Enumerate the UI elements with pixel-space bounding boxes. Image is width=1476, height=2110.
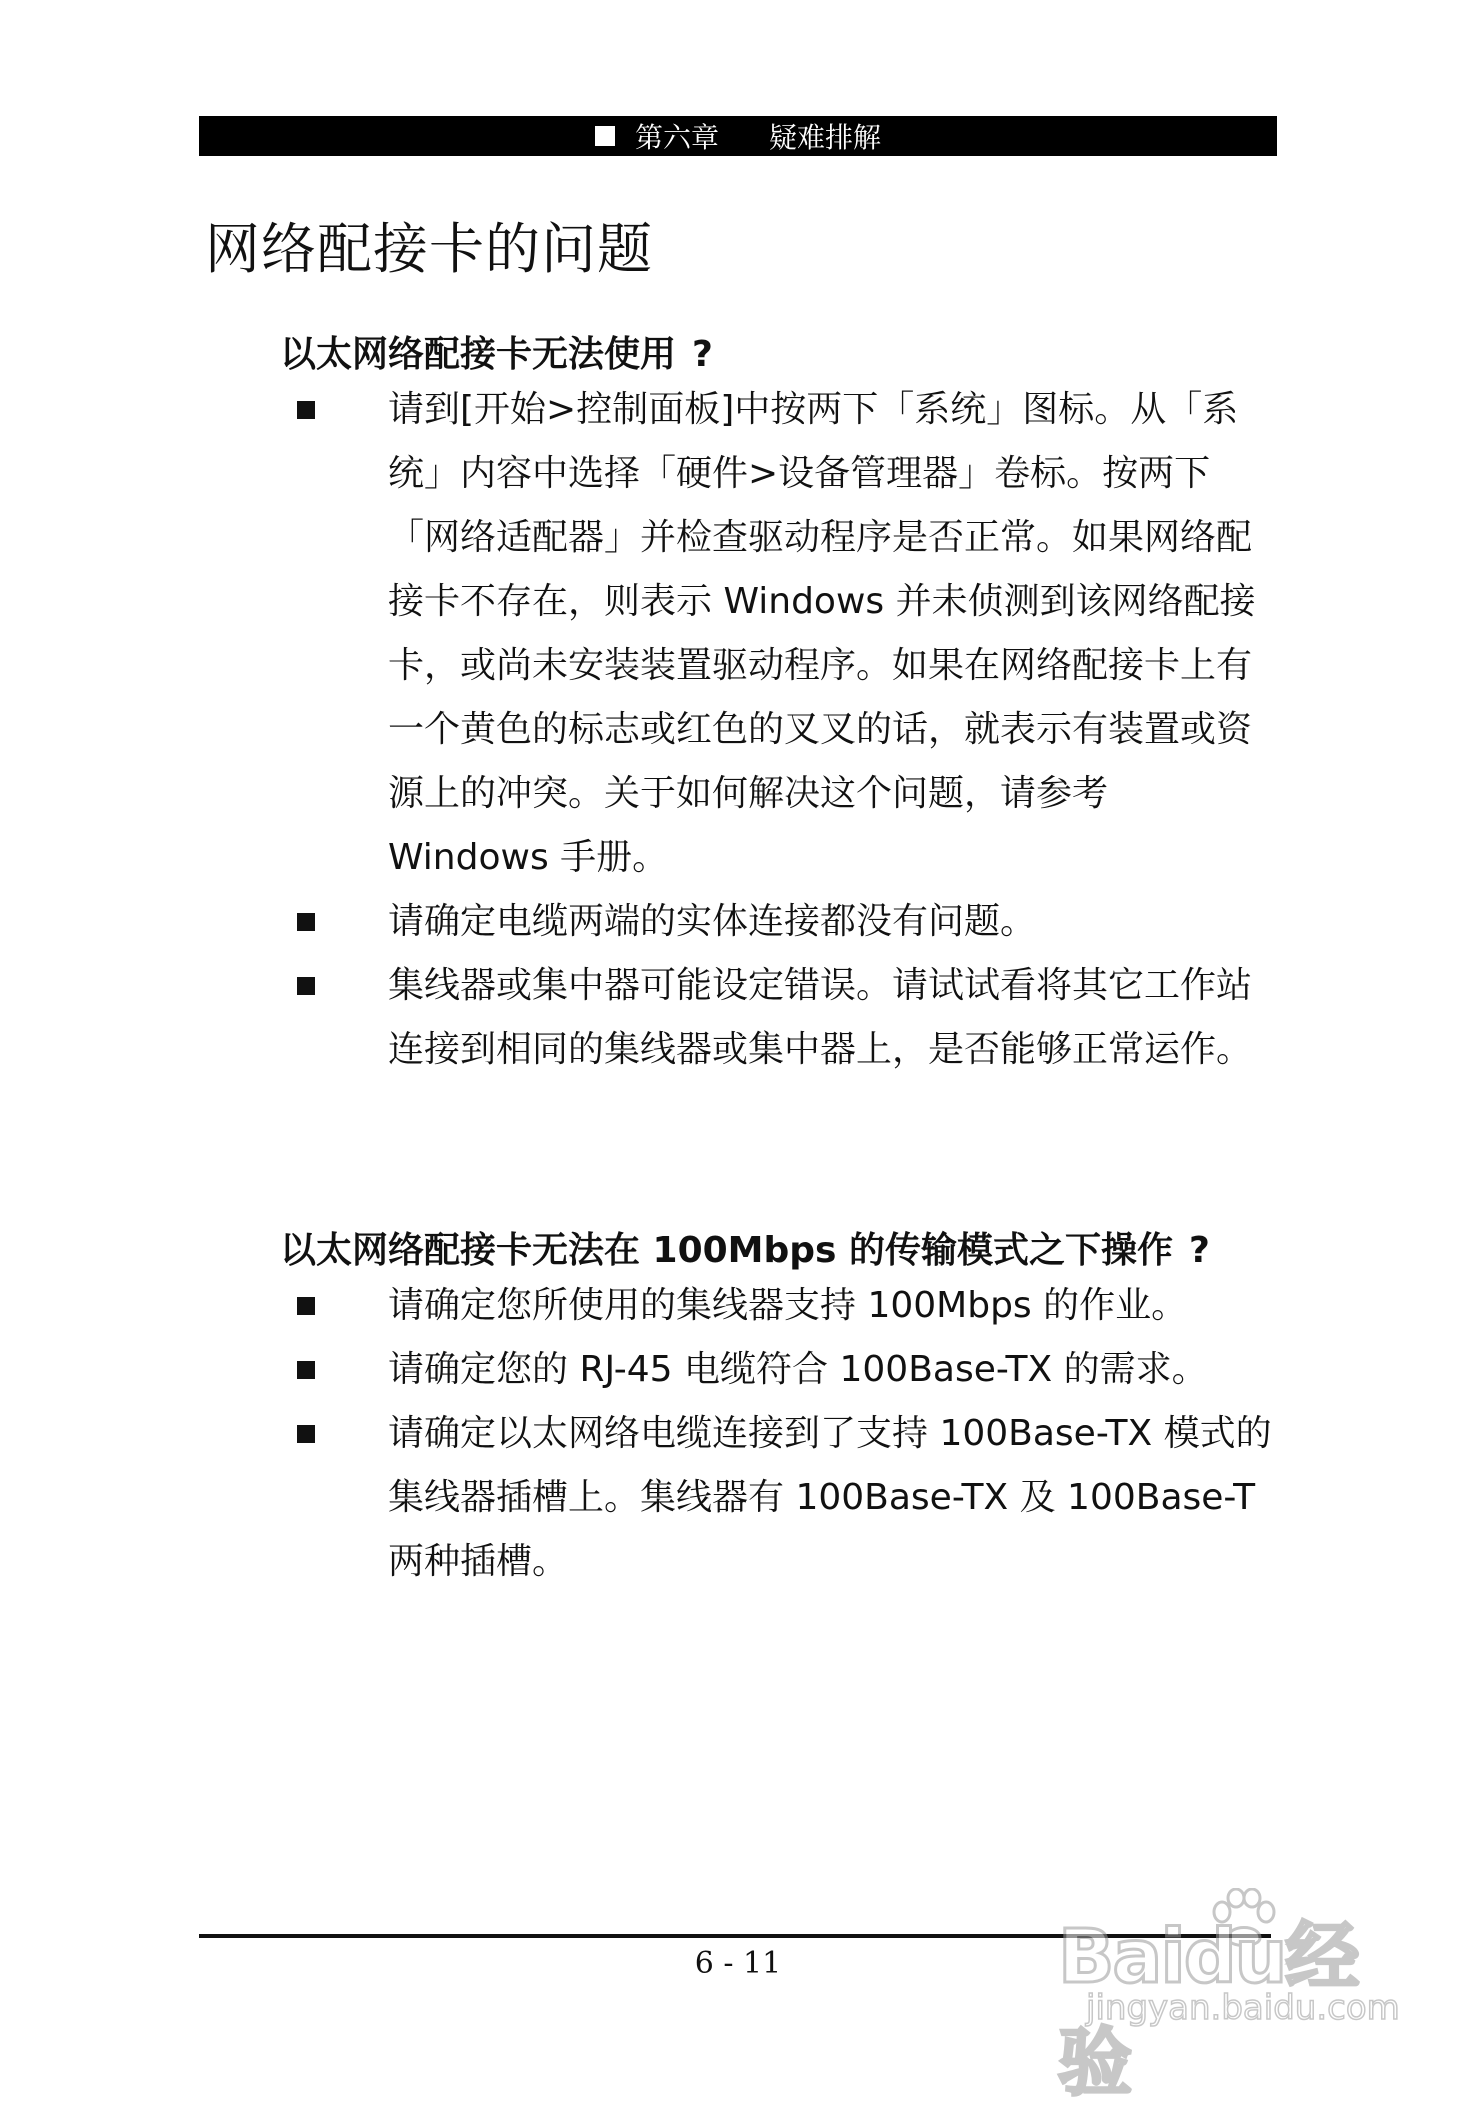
list-item — [293, 1274, 1277, 1338]
section-heading-text: 以太网络配接卡无法在 100Mbps 的传输模式之下操作 — [280, 1230, 1174, 1271]
list-item — [293, 890, 1277, 954]
bullet-list-2 — [293, 1274, 1277, 1594]
baidu-watermark — [1040, 1888, 1400, 2106]
chapter-title: 疑难排解 — [769, 121, 882, 154]
bullet-text: 请确定您的 RJ-45 电缆符合 100Base-TX 的需求。 — [388, 1349, 1208, 1390]
square-bullet-icon — [297, 401, 315, 419]
bullet-text: 请确定电缆两端的实体连接都没有问题。 — [388, 901, 1037, 942]
page-title: 网络配接卡的问题 — [205, 217, 654, 281]
page-number: 6 - 11 — [694, 1946, 782, 1981]
square-icon — [595, 126, 615, 146]
watermark-logo: Baidu经验 — [1058, 1914, 1358, 2106]
question-mark: ? — [1189, 1230, 1210, 1271]
square-bullet-icon — [297, 977, 315, 995]
square-bullet-icon — [297, 1361, 315, 1379]
list-item — [293, 1402, 1277, 1594]
bullet-text: 请确定您所使用的集线器支持 100Mbps 的作业。 — [388, 1285, 1188, 1326]
section-heading-text: 以太网络配接卡无法使用 — [280, 334, 677, 375]
list-item — [293, 378, 1277, 890]
chapter-header — [199, 116, 1277, 156]
square-bullet-icon — [297, 1425, 315, 1443]
section-heading-1 — [280, 326, 713, 377]
question-mark: ? — [692, 334, 713, 375]
list-item — [293, 954, 1277, 1082]
bullet-text: 请到[开始>控制面板]中按两下「系统」图标。从「系统」内容中选择「硬件>设备管理器」卷标。按两下「网络适配器」并检查驱动程序是否正常。如果网络配接卡不存在，则表示 Windows 并未侦测到该网络配接卡，或尚未安装装置驱动程序。如果在网络配接卡上有一个黄色的标志或红色的叉叉的话，就表示有装置或资源上的冲突。关于如何解决这个问题，请参考 Windows 手册。 — [388, 389, 1256, 878]
list-item — [293, 1338, 1277, 1402]
square-bullet-icon — [297, 913, 315, 931]
bullet-text: 集线器或集中器可能设定错误。请试试看将其它工作站连接到相同的集线器或集中器上，是否能够正常运作。 — [388, 965, 1253, 1070]
chapter-label: 第六章 — [634, 121, 719, 154]
watermark-url: jingyan.baidu.com — [1086, 1988, 1400, 2028]
bullet-text: 请确定以太网络电缆连接到了支持 100Base-TX 模式的集线器插槽上。集线器有 100Base-TX 及 100Base-T 两种插槽。 — [388, 1413, 1272, 1582]
square-bullet-icon — [297, 1297, 315, 1315]
bullet-list-1 — [293, 378, 1277, 1082]
section-heading-2 — [280, 1222, 1210, 1273]
